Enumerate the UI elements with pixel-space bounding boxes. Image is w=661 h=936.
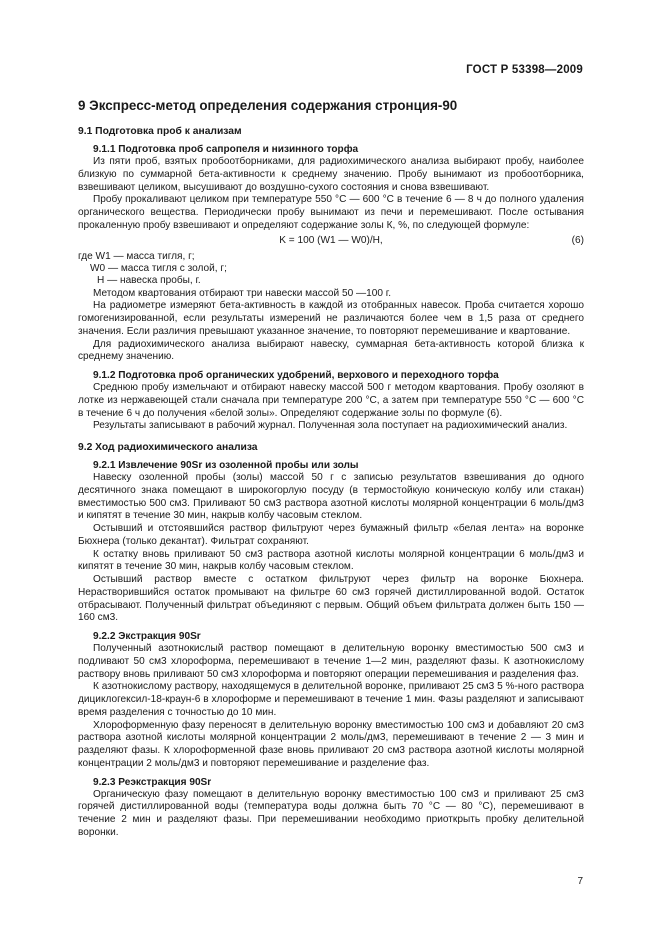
paragraph: Хлороформенную фазу переносят в делительную воронку вместимостью 100 см3 и добавляют 20 см3 раствора азотной кислоты молярной концентрации 2 моль/дм3, перемешивают в течение 2 — 3 мин и разделяют фазы. К хлороформенной фазе вновь приливают 20 см3 раствора азотной кислоты молярной концентрации 2 моль/дм3 и повторяют перемешивание и разделение фаз.: [78, 719, 584, 769]
subsection-9-1-2: 9.1.2 Подготовка проб органических удобрений, верхового и переходного торфа: [93, 370, 499, 382]
subsection-9-2-2: 9.2.2 Экстракция 90Sr: [93, 631, 201, 643]
paragraph: Методом квартования отбирают три навески массой 50 —100 г.: [93, 287, 392, 299]
formula: [78, 235, 584, 249]
paragraph: Пробу прокаливают целиком при температуре 550 °С — 600 °С в течение 6 — 8 ч до полного удаления органического вещества. Периодически пробу вынимают из печи и перемешивают. После остывания прокаленную пробу взвешивают и определяют содержание золы К, %, по следующей формуле:: [78, 194, 584, 231]
paragraph: Полученный азотнокислый раствор помещают в делительную воронку вместимостью 500 см3 и подливают 50 см3 хлороформа, перемешивают в течение 1—2 мин, разделяют фазы. К азотнокислому раствору вновь приливают 50 см3 хлороформа и повторяют операции перемешивания и разделения фаз.: [78, 643, 584, 680]
subsection-9-2-1: 9.2.1 Извлечение 90Sr из озоленной пробы или золы: [93, 460, 359, 472]
page-number: 7: [577, 876, 583, 887]
formula-definitions: [78, 251, 584, 288]
subsection-9-1: 9.1 Подготовка проб к анализам: [78, 126, 242, 137]
paragraph: Навеску озоленной пробы (золы) массой 50 г с записью результатов взвешивания до одного десятичного знака помещают в широкогорлую посуду (в термостойкую коническую колбу или стакан) вместимостью 500 см3. Приливают 50 см3 раствора азотной кислоты молярной концентрации 6 моль/дм3 и кипятят в течение 30 мин, накрыв колбу часовым стеклом.: [78, 472, 584, 522]
paragraph: Остывший и отстоявшийся раствор фильтруют через бумажный фильтр «белая лента» на воронке Бюхнера (только декантат). Фильтрат сохраняют.: [78, 523, 584, 547]
formula-text: K = 100 (W1 — W0)/H,: [279, 234, 383, 246]
definition-w1: где W1 — масса тигля, г;: [78, 250, 195, 262]
paragraph: Для радиохимического анализа выбирают навеску, суммарная бета-активность которой близка к среднему значению.: [78, 338, 584, 363]
subsection-9-2: 9.2 Ход радиохимического анализа: [78, 442, 258, 454]
definition-h: Н — навеска пробы, г.: [97, 275, 201, 287]
paragraph: Органическую фазу помещают в делительную воронку вместимостью 100 см3 и приливают 25 см3 горячей дистиллированной воды (температура воды должна быть 70 °С — 80 °С), перемешивают в течение 2 мин и разделяют фазы. При перемешивании необходимо приоткрыть пробку делительной воронки.: [78, 788, 584, 838]
paragraph: К остатку вновь приливают 50 см3 раствора азотной кислоты молярной концентрации 6 моль/дм3 и кипятят в течение 30 мин, накрыв колбу часовым стеклом.: [78, 548, 584, 573]
paragraph: Результаты записывают в рабочий журнал. Полученная зола поступает на радиохимический анализ.: [93, 420, 568, 432]
subsection-9-1-1: 9.1.1 Подготовка проб сапропеля и низинного торфа: [93, 144, 359, 155]
document-header: ГОСТ Р 53398—2009: [466, 64, 583, 76]
section-title: 9 Экспресс-метод определения содержания стронция-90: [78, 98, 458, 113]
document-body: [78, 97, 584, 840]
paragraph: На радиометре измеряют бета-активность в каждой из отобранных навесок. Проба считается хорошо гомогенизированной, если результаты измерений не различаются более чем в 1,5 раза от среднего значения. Если различия превышают указанное значение, то повторяют перемешивание и квартование.: [78, 300, 584, 337]
paragraph: К азотнокислому раствору, находящемуся в делительной воронке, приливают 25 см3 5 %-ного раствора дициклогексил-18-краун-6 в хлороформе и перемешивают в течение 1 мин. Фазы разделяют и записывают время разделения с точностью до 10 мин.: [78, 681, 584, 718]
paragraph: Среднюю пробу измельчают и отбирают навеску массой 500 г методом квартования. Пробу озоляют в лотке из нержавеющей стали сначала при температуре 200 °С, а затем при температуре 550 °С — 600 °С в течение 6 ч до получения «белой золы». Определяют содержание золы по формуле (6).: [78, 382, 584, 419]
subsection-9-2-3: 9.2.3 Реэкстракция 90Sr: [93, 776, 212, 788]
paragraph: Из пяти проб, взятых пробоотборниками, для радиохимического анализа выбирают пробу, наиболее близкую по суммарной бета-активности к среднему значению. Пробу вынимают из пробоотборника, взвешивают целиком, высушивают до воздушно-сухого состояния и снова взвешивают.: [78, 156, 584, 193]
formula-number: (6): [571, 234, 584, 246]
definition-w0: W0 — масса тигля с золой, г;: [90, 262, 227, 274]
paragraph: Остывший раствор вместе с остатком фильтруют через фильтр на воронке Бюхнера. Нерастворившийся остаток промывают на фильтре 60 см3 горячей дистиллированной водой. Остаток отбрасывают. Полученный фильтрат объединяют с первым. Общий объем фильтрата должен быть 150 —160 см3.: [78, 574, 584, 624]
